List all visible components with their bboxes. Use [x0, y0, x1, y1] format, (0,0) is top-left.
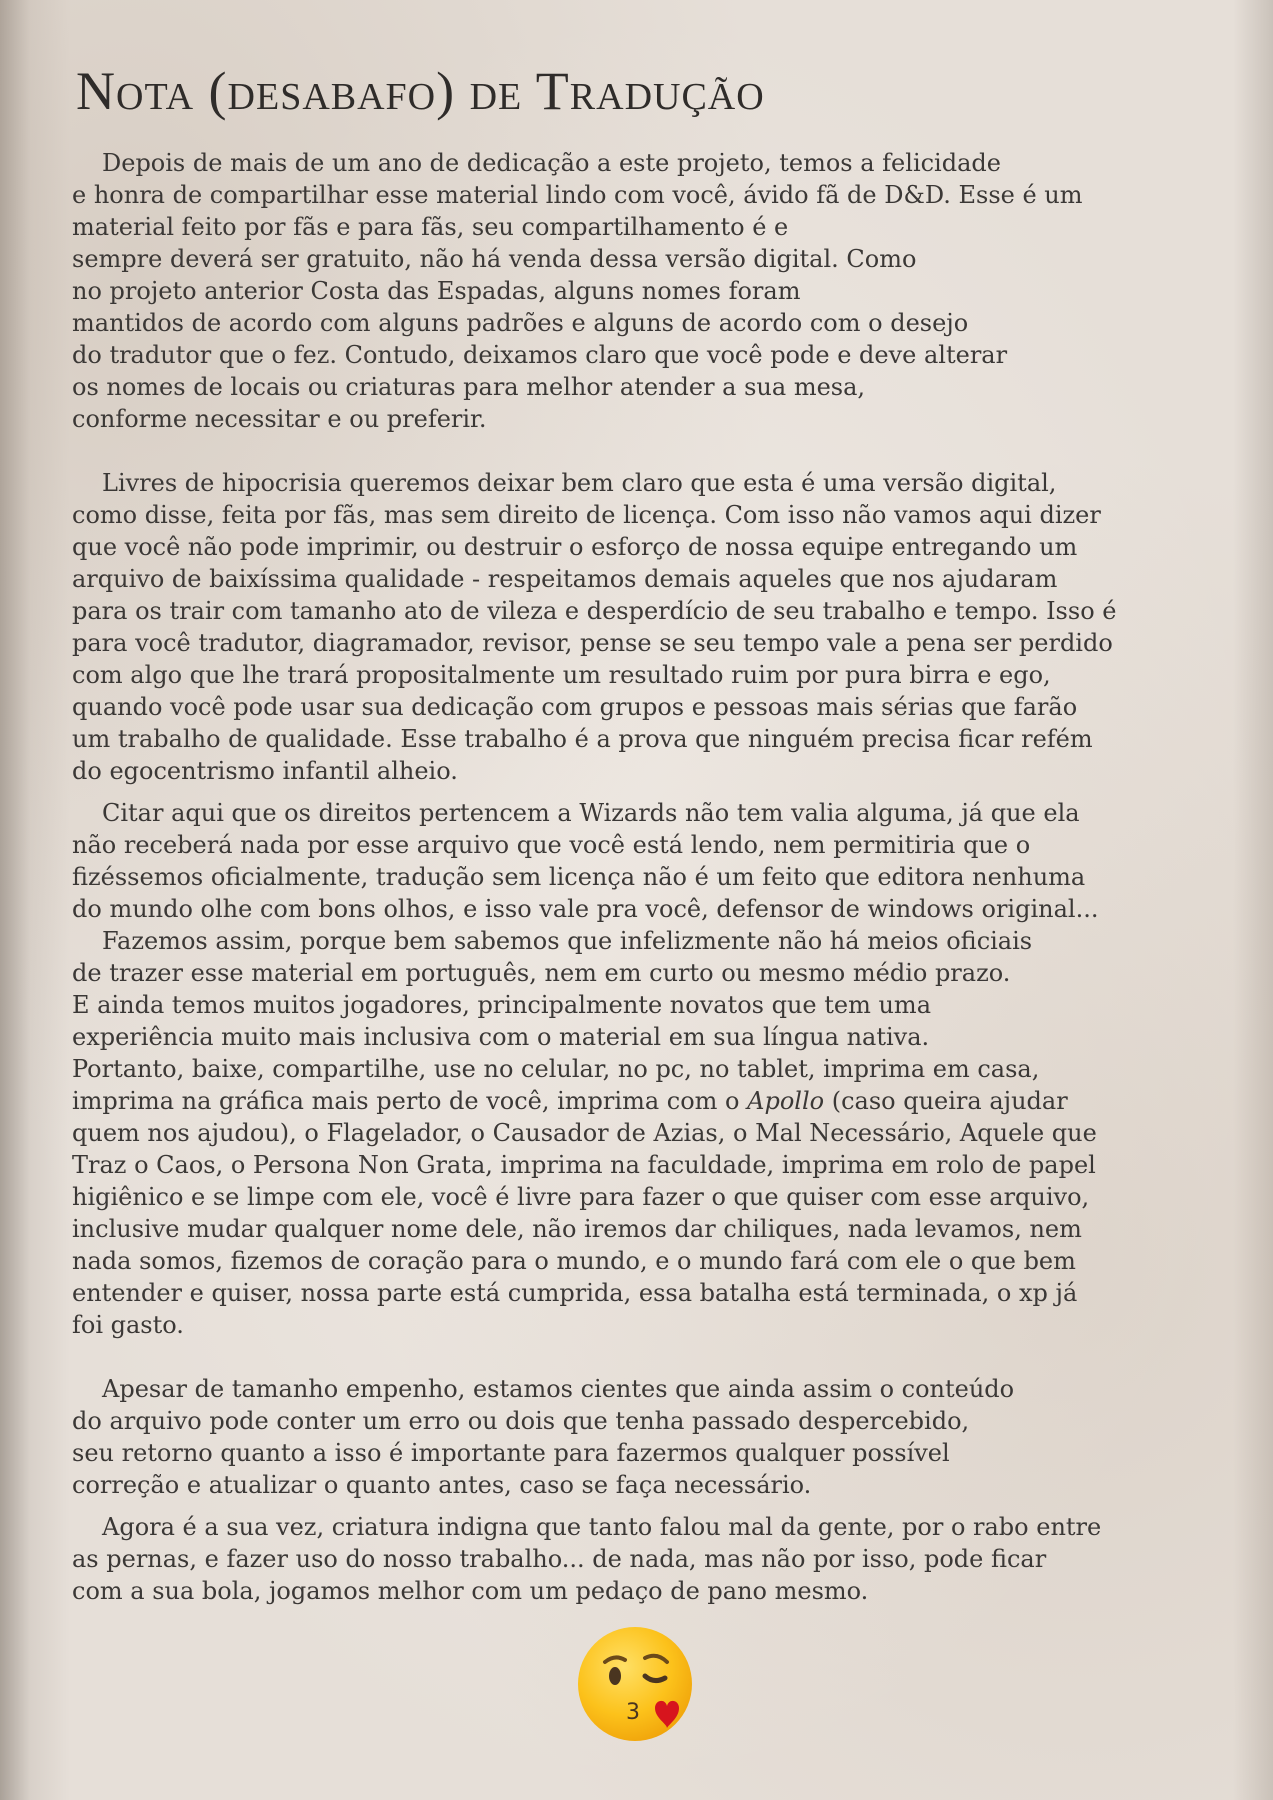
- paragraph-closing: [72, 1511, 1232, 1607]
- text-line: do mundo olhe com bons olhos, e isso vale pra você, defensor de windows original...: [72, 895, 1099, 923]
- text-line: fizéssemos oficialmente, tradução sem licença não é um feito que editora nenhuma: [72, 863, 1086, 891]
- page-title: Nota (desabafo) de Tradução: [76, 61, 765, 121]
- text-line: no projeto anterior Costa das Espadas, alguns nomes foram: [72, 277, 801, 305]
- text-segment: (caso queira ajudar: [824, 1087, 1068, 1115]
- text-line: para os trair com tamanho ato de vileza e desperdício de seu trabalho e tempo. Isso é: [72, 597, 1117, 625]
- text-line: não receberá nada por esse arquivo que você está lendo, nem permitiria que o: [72, 831, 1031, 859]
- text-line: Agora é a sua vez, criatura indigna que tanto falou mal da gente, por o rabo entre: [102, 1513, 1102, 1541]
- text-segment: imprima na gráfica mais perto de você, imprima com o: [72, 1087, 748, 1115]
- text-line: com algo que lhe trará propositalmente um resultado ruim por pura birra e ego,: [72, 661, 1051, 689]
- text-line: Livres de hipocrisia queremos deixar bem claro que esta é uma versão digital,: [102, 469, 1057, 497]
- text-line: que você não pode imprimir, ou destruir o esforço de nossa equipe entregando um: [72, 533, 1078, 561]
- kissing-face-heart-icon: [575, 1624, 699, 1748]
- body-text: [72, 147, 1232, 1607]
- text-line: conforme necessitar e ou preferir.: [72, 405, 487, 433]
- text-line: do arquivo pode conter um erro ou dois que tenha passado despercebido,: [72, 1407, 970, 1435]
- text-line: do tradutor que o fez. Contudo, deixamos claro que você pode e deve alterar: [72, 341, 1008, 369]
- text-line: sempre deverá ser gratuito, não há venda dessa versão digital. Como: [72, 245, 917, 273]
- text-line: mantidos de acordo com alguns padrões e alguns de acordo com o desejo: [72, 309, 969, 337]
- apollo-emphasis: Apollo: [747, 1087, 825, 1115]
- text-line: do egocentrismo infantil alheio.: [72, 757, 458, 785]
- paragraph-hypocrisy: [72, 467, 1232, 787]
- text-line: Traz o Caos, o Persona Non Grata, imprima na faculdade, imprima em rolo de papel: [72, 1151, 1096, 1179]
- paragraph-reasons: [72, 925, 1232, 1341]
- text-line: experiência muito mais inclusiva com o material em sua língua nativa.: [72, 1023, 930, 1051]
- text-line: inclusive mudar qualquer nome dele, não iremos dar chiliques, nada levamos, nem: [72, 1215, 1082, 1243]
- text-line: E ainda temos muitos jogadores, principalmente novatos que tem uma: [72, 991, 931, 1019]
- text-line: quem nos ajudou), o Flagelador, o Causador de Azias, o Mal Necessário, Aquele que: [72, 1119, 1097, 1147]
- text-line: Depois de mais de um ano de dedicação a este projeto, temos a felicidade: [102, 149, 1001, 177]
- text-line: de trazer esse material em português, nem em curto ou mesmo médio prazo.: [72, 959, 1011, 987]
- text-line: material feito por fãs e para fãs, seu compartilhamento é e: [72, 213, 789, 241]
- text-line: seu retorno quanto a isso é importante para fazermos qualquer possível: [72, 1439, 950, 1467]
- text-line-apollo: [72, 1085, 1232, 1117]
- text-line: nada somos, fizemos de coração para o mundo, e o mundo fará com ele o que bem: [72, 1247, 1076, 1275]
- text-line: arquivo de baixíssima qualidade - respeitamos demais aqueles que nos ajudaram: [72, 565, 1058, 593]
- text-line: e honra de compartilhar esse material lindo com você, ávido fã de D&D. Esse é um: [72, 181, 1083, 209]
- paragraph-intro: [72, 147, 1232, 435]
- text-line: correção e atualizar o quanto antes, caso se faça necessário.: [72, 1471, 812, 1499]
- text-line: para você tradutor, diagramador, revisor, pense se seu tempo vale a pena ser perdido: [72, 629, 1113, 657]
- text-line: como disse, feita por fãs, mas sem direito de licença. Com isso não vamos aqui dizer: [72, 501, 1101, 529]
- text-line: Portanto, baixe, compartilhe, use no celular, no pc, no tablet, imprima em casa,: [72, 1055, 1040, 1083]
- text-line: Fazemos assim, porque bem sabemos que infelizmente não há meios oficiais: [102, 927, 1033, 955]
- text-line: os nomes de locais ou criaturas para melhor atender a sua mesa,: [72, 373, 866, 401]
- text-line: um trabalho de qualidade. Esse trabalho é a prova que ninguém precisa ficar refém: [72, 725, 1093, 753]
- text-line: quando você pode usar sua dedicação com grupos e pessoas mais sérias que farão: [72, 693, 1078, 721]
- text-line: Citar aqui que os direitos pertencem a Wizards não tem valia alguma, já que ela: [102, 799, 1080, 827]
- text-line: higiênico e se limpe com ele, você é livre para fazer o que quiser com esse arquivo,: [72, 1183, 1090, 1211]
- emoji-mouth: 3: [626, 1700, 640, 1725]
- text-line: Apesar de tamanho empenho, estamos cientes que ainda assim o conteúdo: [102, 1375, 1015, 1403]
- text-line: as pernas, e fazer uso do nosso trabalho... de nada, mas não por isso, pode ficar: [72, 1545, 1047, 1573]
- text-line: com a sua bola, jogamos melhor com um pedaço de pano mesmo.: [72, 1577, 869, 1605]
- text-line: foi gasto.: [72, 1311, 184, 1339]
- text-line: entender e quiser, nossa parte está cumprida, essa batalha está terminada, o xp já: [72, 1279, 1078, 1307]
- paragraph-wizards: [72, 797, 1232, 925]
- paragraph-errors: [72, 1373, 1232, 1501]
